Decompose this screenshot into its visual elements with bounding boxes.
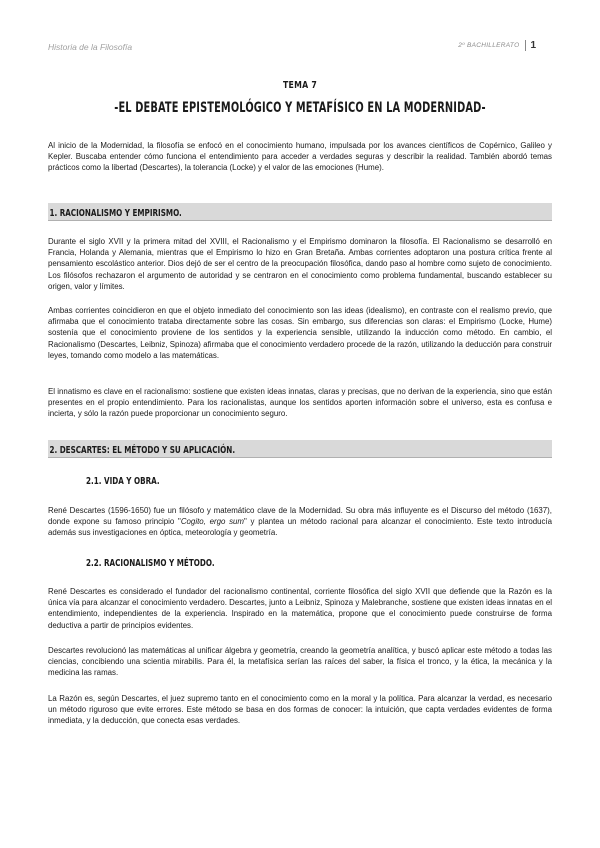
section1-paragraph-1: Durante el siglo XVII y la primera mitad del XVIII, el Racionalismo y el Empirismo dominaron la filosofía. El Racionalismo se desarrolló en Francia, Holanda y Alemania, mientras que el Empirismo lo hizo en Gran Bretaña. Ambas corrientes adoptaron una postura crítica frente al pensamiento escolástico anterior. Dios dejó de ser el centro de la preocupación filosófica, dando paso al hombre como sujeto de conocimiento. Los filósofos rechazaron el argumento de autoridad y se centraron en el conocimiento como problema fundamental, buscando establecer su origen, valor y límites. xyxy=(48,237,552,291)
page-number: 1 xyxy=(530,40,536,51)
page-header xyxy=(48,40,536,54)
header-right xyxy=(458,40,536,51)
section1-paragraph-2: Ambas corrientes coincidieron en que el objeto inmediato del conocimiento son las ideas (idealismo), en contraste con el realismo previo, que afirmaba que el conocimiento trataba directamente sobre las cosas. Sin embargo, sus diferencias son claras: el Empirismo (Locke, Hume) sostenía que el conocimiento proviene de los sentidos y la experiencia sensible, utilizando la inducción como método. En cambio, el Racionalismo (Descartes, Leibniz, Spinoza) afirmaba que el conocimiento verdadero procede de la razón, utilizando la deducción para construir leyes, tomando como modelo a las matemáticas. xyxy=(48,306,552,360)
section-heading-2 xyxy=(48,440,552,458)
section-heading-2-text: 2. DESCARTES: EL MÉTODO Y SU APLICACIÓN. xyxy=(49,445,236,456)
p21-text-b: " y plantea un método racional para alcanzar el conocimiento. Este texto introducía además sus investigaciones en óptica, meteorología y geometría. xyxy=(48,517,553,538)
intro-paragraph: Al inicio de la Modernidad, la filosofía se enfocó en el conocimiento humano, impulsada por los avances científicos de Copérnico, Galileo y Kepler. Buscaba entender cómo funciona el entendimiento para acceder a verdades seguras y describir la realidad. También abordó temas prácticos como la libertad (Descartes), la tolerancia (Locke) y el valor de las emociones (Hume). xyxy=(48,141,552,173)
subject-label: Historia de la Filosofía xyxy=(48,42,133,52)
section2-2-paragraph-1: René Descartes es considerado el fundador del racionalismo continental, corriente filosófica del siglo XVII que defiende que la Razón es la única vía para alcanzar el conocimiento verdadero. Descartes, junto a Leibniz, Spinoza y Malebranche, sostiene que existen ideas innatas en el entendimiento, independientes de la experiencia. Inspirado en la matemática, propone que el conocimiento puede construirse de forma deductiva a partir de principios evidentes. xyxy=(48,587,552,630)
subsection-heading-2-2: 2.2. RACIONALISMO Y MÉTODO. xyxy=(86,558,215,569)
cogito-quote: Cogito, ergo sum xyxy=(180,517,244,527)
section-heading-1-text: 1. RACIONALISMO Y EMPIRISMO. xyxy=(49,208,182,219)
section2-1-paragraph xyxy=(48,505,552,539)
document-title: -EL DEBATE EPISTEMOLÓGICO Y METAFÍSICO EN LA MODERNIDAD- xyxy=(114,100,486,116)
course-level: 2º BACHILLERATO xyxy=(458,42,520,49)
topic-label: TEMA 7 xyxy=(282,80,318,91)
subsection-heading-2-1: 2.1. VIDA Y OBRA. xyxy=(86,476,160,487)
section1-paragraph-3: El innatismo es clave en el racionalismo: sostiene que existen ideas innatas, claras y precisas, que no derivan de la experiencia, sino que están presentes en el propio entendimiento. Para los racionalistas, aunque los sentidos aporten información sobre el universo, esta es confusa e incierta, y sólo la razón puede proporcionar un conocimiento seguro. xyxy=(48,387,552,419)
section-heading-1 xyxy=(48,203,552,221)
section2-2-paragraph-3: La Razón es, según Descartes, el juez supremo tanto en el conocimiento como en la moral y la política. Para alcanzar la verdad, es necesario un método riguroso que evite errores. Este método se basa en dos formas de conocer: la intuición, que capta verdades evidentes de forma inmediata, y la deducción, que conecta esas verdades. xyxy=(48,694,552,726)
header-divider xyxy=(525,40,526,51)
section2-2-paragraph-2: Descartes revolucionó las matemáticas al unificar álgebra y geometría, creando la geometría analítica, y buscó aplicar este método a todas las ciencias, concibiendo una scientia mirabilis. Para él, la metafísica serían las raíces del saber, la física el tronco, y la ética, la mecánica y la medicina las ramas. xyxy=(48,646,552,678)
p21-text-a: René Descartes (1596-1650) fue un filósofo y matemático clave de la Modernidad. Su obra más influyente es el Discurso del método (1637), donde expone su famoso principio " xyxy=(48,506,552,527)
